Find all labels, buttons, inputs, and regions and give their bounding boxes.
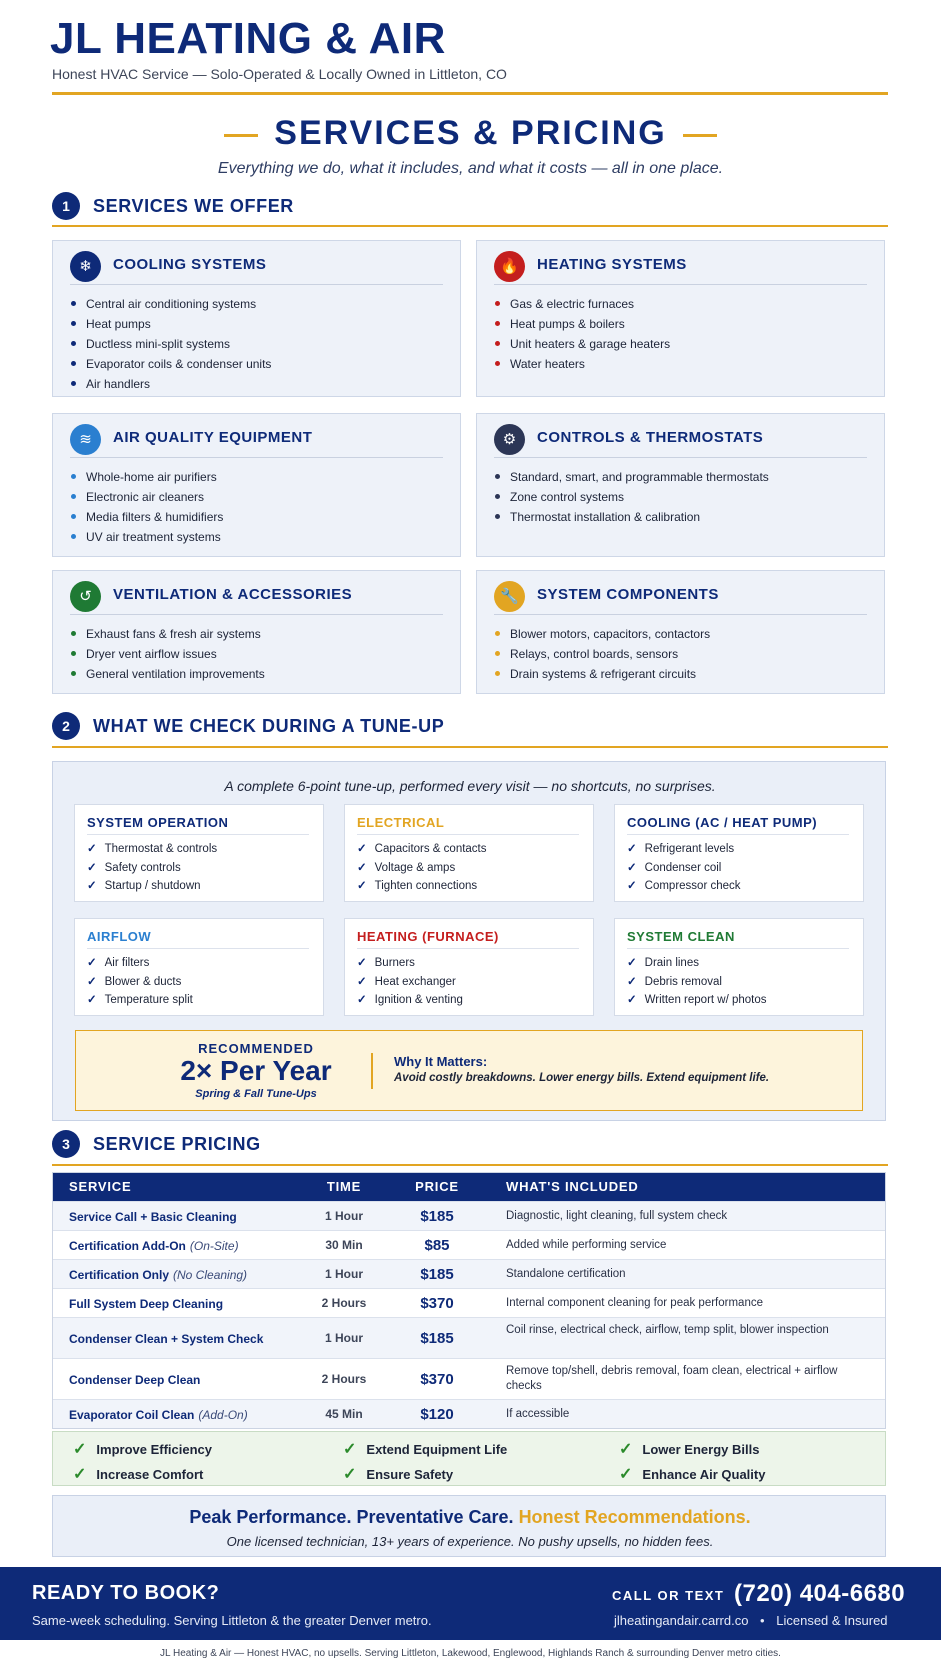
card-divider	[357, 834, 579, 835]
service-item-text: Heat pumps	[86, 317, 151, 331]
service-list-item	[495, 624, 710, 644]
column-header-included: WHAT'S INCLUDED	[506, 1179, 639, 1194]
time-cell: 1 Hour	[324, 1209, 363, 1223]
section-divider	[52, 746, 888, 748]
tuneup-card-title: HEATING (FURNACE)	[357, 929, 499, 944]
section-divider	[52, 1164, 888, 1166]
tuneup-card-title: COOLING (AC / HEAT PUMP)	[627, 815, 818, 830]
service-item-text: Blower motors, capacitors, contactors	[510, 627, 711, 641]
service-cell	[69, 1318, 263, 1360]
airflow-icon: ↺	[70, 581, 101, 612]
service-item-text: Drain systems & refrigerant circuits	[510, 667, 697, 681]
page-subtitle: Everything we do, what it includes, and what it costs — all in one place.	[217, 160, 724, 177]
tuneup-item-text: Heat exchanger	[374, 975, 456, 988]
checkmark-icon: ✓	[627, 957, 637, 969]
time-cell: 2 Hours	[321, 1296, 367, 1310]
service-list-item	[495, 664, 710, 684]
benefit-item	[343, 1439, 507, 1459]
service-card-title: AIR QUALITY EQUIPMENT	[113, 429, 313, 446]
service-list-item	[495, 487, 769, 507]
brand-tagline: Honest HVAC Service — Solo-Operated & Locally Owned in Littleton, CO	[52, 66, 507, 82]
included-cell: If accessible	[506, 1408, 570, 1420]
checkmark-icon: ✓	[87, 861, 97, 874]
tuneup-list-item	[357, 954, 463, 973]
service-item-text: UV air treatment systems	[86, 530, 221, 544]
tuneup-list	[627, 954, 767, 1010]
tuneup-list-item	[87, 954, 193, 973]
tuneup-item-text: Startup / shutdown	[104, 880, 201, 892]
tuneup-card-title: ELECTRICAL	[357, 815, 445, 830]
bullet-icon	[71, 341, 76, 346]
service-item-text: Exhaust fans & fresh air systems	[86, 627, 261, 641]
bullet-icon	[495, 651, 500, 656]
service-item-text: Thermostat installation & calibration	[510, 510, 701, 524]
service-card	[52, 240, 461, 397]
section-title: WHAT WE CHECK DURING A TUNE-UP	[93, 716, 445, 736]
service-cell	[69, 1359, 200, 1401]
service-cell	[69, 1289, 223, 1319]
ready-to-book-subtitle: Same-week scheduling. Serving Littleton & the greater Denver metro.	[32, 1613, 432, 1628]
tuneup-item-text: Debris removal	[644, 975, 722, 988]
service-card-title: HEATING SYSTEMS	[537, 256, 687, 273]
service-list-item	[495, 644, 710, 664]
service-item-text: Central air conditioning systems	[86, 297, 257, 311]
tuneup-list-item	[627, 973, 767, 992]
tuneup-panel	[52, 761, 886, 1121]
tuneup-list-item	[87, 973, 193, 992]
service-item-text: Dryer vent airflow issues	[86, 647, 217, 661]
why-it-matters-text: Avoid costly breakdowns. Lower energy bills. Extend equipment life.	[394, 1072, 770, 1084]
bullet-icon	[495, 474, 500, 479]
why-it-matters-title: Why It Matters:	[394, 1054, 488, 1069]
column-header-service: SERVICE	[69, 1179, 132, 1194]
checkmark-icon: ✓	[357, 880, 367, 892]
checkmark-icon: ✓	[87, 880, 97, 892]
benefit-text: Enhance Air Quality	[642, 1467, 766, 1482]
tuneup-item-text: Burners	[374, 957, 415, 969]
included-cell: Standalone certification	[506, 1268, 626, 1280]
service-card-title: CONTROLS & THERMOSTATS	[537, 429, 764, 446]
bullet-icon	[71, 361, 76, 366]
service-cell	[69, 1260, 247, 1290]
bullet-icon	[71, 651, 76, 656]
tuneup-item-text: Compressor check	[644, 880, 741, 892]
benefit-text: Extend Equipment Life	[366, 1442, 508, 1457]
tuneup-list-item	[627, 877, 741, 896]
service-list-item	[71, 374, 271, 394]
service-list-item	[495, 294, 670, 314]
tuneup-list-item	[87, 859, 217, 878]
table-row	[53, 1317, 885, 1358]
card-divider	[627, 948, 849, 949]
tuneup-item-text: Air filters	[104, 957, 150, 969]
time-cell: 1 Hour	[324, 1331, 363, 1345]
service-list-item	[71, 624, 265, 644]
tuneup-card	[74, 804, 324, 902]
checkmark-icon: ✓	[357, 994, 367, 1006]
gear-icon: ⚙	[494, 424, 525, 455]
service-list-item	[495, 334, 670, 354]
service-item-text: Heat pumps & boilers	[510, 317, 625, 331]
phone-number[interactable]: (720) 404-6680	[734, 1580, 906, 1607]
service-item-text: General ventilation improvements	[86, 667, 265, 681]
benefit-item	[619, 1464, 765, 1484]
service-name: Condenser Clean + System Check	[69, 1332, 264, 1346]
closing-subline: One licensed technician, 13+ years of experience. No pushy upsells, no hidden fees.	[226, 1534, 714, 1549]
tuneup-list	[87, 954, 193, 1010]
service-note: (On-Site)	[189, 1239, 239, 1253]
pricing-table-header	[53, 1173, 885, 1201]
checkmark-icon: ✓	[619, 1466, 633, 1483]
checkmark-icon: ✓	[73, 1441, 87, 1458]
recommended-label: RECOMMENDED	[198, 1041, 314, 1056]
service-list	[495, 294, 670, 374]
service-item-text: Whole-home air purifiers	[86, 470, 217, 484]
checkmark-icon: ✓	[343, 1441, 357, 1458]
checkmark-icon: ✓	[357, 957, 367, 969]
service-cell	[69, 1231, 239, 1261]
service-list-item	[71, 507, 223, 527]
service-card-title: VENTILATION & ACCESSORIES	[113, 586, 353, 603]
price-cell: $120	[420, 1406, 454, 1423]
footer-separator: •	[760, 1613, 765, 1628]
bullet-icon	[495, 671, 500, 676]
tuneup-list-item	[87, 840, 217, 859]
tuneup-card-title: SYSTEM CLEAN	[627, 929, 735, 944]
title-dash-left	[224, 134, 258, 137]
tuneup-card-title: AIRFLOW	[87, 929, 152, 944]
tuneup-item-text: Temperature split	[104, 994, 193, 1006]
tuneup-item-text: Drain lines	[644, 957, 699, 969]
service-item-text: Electronic air cleaners	[86, 490, 205, 504]
service-list	[495, 467, 769, 527]
benefit-item	[343, 1464, 453, 1484]
service-list-item	[71, 527, 223, 547]
checkmark-icon: ✓	[73, 1466, 87, 1483]
benefit-text: Ensure Safety	[366, 1467, 454, 1482]
card-divider	[627, 834, 849, 835]
included-cell: Coil rinse, electrical check, airflow, temp split, blower inspection	[506, 1324, 829, 1336]
service-cell	[69, 1202, 237, 1232]
section-tuneup-header	[52, 712, 888, 742]
service-card	[476, 570, 885, 694]
price-cell: $85	[424, 1237, 450, 1254]
service-item-text: Ductless mini-split systems	[86, 337, 231, 351]
service-name: Certification Add-On	[69, 1239, 186, 1253]
tuneup-card	[74, 918, 324, 1016]
table-row	[53, 1358, 885, 1399]
recommended-frequency: 2× Per Year	[180, 1055, 332, 1086]
time-cell: 45 Min	[325, 1407, 363, 1421]
tuneup-card	[344, 804, 594, 902]
price-cell: $185	[420, 1266, 454, 1283]
service-cell	[69, 1400, 248, 1430]
tuneup-card	[614, 804, 864, 902]
tuneup-item-text: Ignition & venting	[374, 994, 463, 1006]
bullet-icon	[495, 514, 500, 519]
tuneup-list-item	[357, 877, 487, 896]
checkmark-icon: ✓	[627, 880, 637, 892]
included-cell: Remove top/shell, debris removal, foam clean, electrical + airflow checks	[506, 1365, 838, 1392]
tuneup-list-item	[87, 877, 217, 896]
included-cell: Internal component cleaning for peak performance	[506, 1297, 763, 1309]
service-item-text: Gas & electric furnaces	[510, 297, 635, 311]
service-item-text: Zone control systems	[510, 490, 625, 504]
service-list	[71, 624, 265, 684]
tuneup-list-item	[87, 991, 193, 1010]
wrench-icon: 🔧	[494, 581, 525, 612]
checkmark-icon: ✓	[343, 1466, 357, 1483]
service-note: (No Cleaning)	[173, 1268, 248, 1282]
closing-panel	[52, 1495, 886, 1557]
header-divider	[52, 92, 888, 95]
tuneup-item-text: Capacitors & contacts	[374, 843, 487, 855]
tuneup-list	[357, 840, 487, 896]
card-divider	[70, 284, 443, 285]
tuneup-list	[357, 954, 463, 1010]
service-card-title: COOLING SYSTEMS	[113, 256, 267, 273]
bullet-icon	[495, 494, 500, 499]
section-title: SERVICES WE OFFER	[93, 196, 294, 216]
service-note: (Add-On)	[198, 1408, 248, 1422]
tuneup-item-text: Condenser coil	[644, 861, 722, 874]
service-item-text: Media filters & humidifiers	[86, 510, 224, 524]
service-list-item	[71, 354, 271, 374]
closing-headline-dot: .	[745, 1507, 751, 1527]
service-item-text: Relays, control boards, sensors	[510, 647, 679, 661]
service-name: Service Call + Basic Cleaning	[69, 1210, 237, 1224]
benefit-text: Lower Energy Bills	[642, 1442, 760, 1457]
footer-note: JL Heating & Air — Honest HVAC, no upsells. Serving Littleton, Lakewood, Englewood, Highlands Ranch & surrounding Denver metro cities.	[160, 1648, 781, 1659]
tuneup-card	[614, 918, 864, 1016]
bullet-icon	[71, 631, 76, 636]
service-list-item	[71, 664, 265, 684]
service-card	[476, 413, 885, 557]
table-row	[53, 1230, 885, 1259]
time-cell: 30 Min	[325, 1238, 363, 1252]
pricing-table	[52, 1172, 886, 1429]
closing-headline-main: Peak Performance. Preventative Care.	[189, 1507, 514, 1527]
service-name: Full System Deep Cleaning	[69, 1297, 224, 1311]
table-row	[53, 1288, 885, 1317]
tuneup-item-text: Written report w/ photos	[644, 994, 767, 1006]
section-number: 1	[52, 192, 80, 220]
section-divider	[52, 225, 888, 227]
bullet-icon	[71, 671, 76, 676]
service-list-item	[71, 314, 271, 334]
recommendation-box	[75, 1030, 863, 1111]
card-divider	[70, 614, 443, 615]
service-list-item	[71, 467, 223, 487]
service-list	[71, 294, 271, 394]
service-name: Certification Only	[69, 1268, 170, 1282]
tuneup-list-item	[627, 859, 741, 878]
benefit-item	[619, 1439, 759, 1459]
bullet-icon	[495, 341, 500, 346]
service-list	[71, 467, 223, 547]
tuneup-list-item	[627, 840, 741, 859]
card-divider	[494, 457, 867, 458]
checkmark-icon: ✓	[357, 843, 367, 855]
card-divider	[87, 948, 309, 949]
service-list-item	[495, 507, 769, 527]
checkmark-icon: ✓	[87, 843, 97, 855]
service-item-text: Evaporator coils & condenser units	[86, 357, 272, 371]
tuneup-card-title: SYSTEM OPERATION	[87, 815, 229, 830]
bullet-icon	[495, 631, 500, 636]
licensed-badge: Licensed & Insured	[776, 1613, 888, 1628]
booking-footer	[0, 1567, 941, 1640]
tuneup-list-item	[627, 954, 767, 973]
checkmark-icon: ✓	[627, 994, 637, 1006]
tuneup-list-item	[357, 973, 463, 992]
included-cell: Added while performing service	[506, 1239, 667, 1251]
air-filter-icon: ≋	[70, 424, 101, 455]
closing-headline-accent: Honest Recommendations	[518, 1507, 746, 1527]
benefit-text: Increase Comfort	[96, 1467, 204, 1482]
page-title-text: SERVICES & PRICING	[274, 114, 667, 152]
bullet-icon	[71, 494, 76, 499]
table-row	[53, 1201, 885, 1230]
tuneup-list-item	[357, 859, 487, 878]
card-divider	[494, 284, 867, 285]
service-name: Evaporator Coil Clean	[69, 1408, 195, 1422]
service-card	[52, 570, 461, 694]
service-item-text: Unit heaters & garage heaters	[510, 337, 671, 351]
recommended-note: Spring & Fall Tune-Ups	[195, 1088, 317, 1100]
tuneup-list-item	[627, 991, 767, 1010]
time-cell: 1 Hour	[324, 1267, 363, 1281]
bullet-icon	[495, 361, 500, 366]
bullet-icon	[495, 321, 500, 326]
service-list-item	[71, 334, 271, 354]
checkmark-icon: ✓	[87, 994, 97, 1006]
section-services-header	[52, 192, 888, 222]
bullet-icon	[71, 321, 76, 326]
checkmark-icon: ✓	[357, 975, 367, 988]
section-title: SERVICE PRICING	[93, 1134, 261, 1154]
price-cell: $370	[420, 1295, 454, 1312]
call-or-text-label: CALL OR TEXT	[612, 1588, 725, 1603]
tuneup-card	[344, 918, 594, 1016]
tuneup-list	[627, 840, 741, 896]
price-cell: $185	[420, 1208, 454, 1225]
service-item-text: Air handlers	[86, 377, 151, 391]
title-dash-right	[683, 134, 717, 137]
tuneup-list-item	[357, 840, 487, 859]
recommendation-divider	[371, 1053, 373, 1089]
section-number: 2	[52, 712, 80, 740]
tuneup-item-text: Thermostat & controls	[104, 843, 218, 855]
table-row	[53, 1259, 885, 1288]
closing-headline	[53, 1507, 887, 1528]
service-list	[495, 624, 710, 684]
tuneup-item-text: Refrigerant levels	[644, 843, 735, 855]
website-link[interactable]: jlheatingandair.carrd.co	[614, 1613, 749, 1628]
service-list-item	[71, 294, 271, 314]
bullet-icon	[71, 534, 76, 539]
service-list-item	[495, 354, 670, 374]
card-divider	[494, 614, 867, 615]
service-list-item	[71, 644, 265, 664]
column-header-time: TIME	[326, 1179, 362, 1194]
benefit-item	[73, 1464, 203, 1484]
service-list-item	[495, 314, 670, 334]
benefit-item	[73, 1439, 212, 1459]
section-number: 3	[52, 1130, 80, 1158]
tuneup-list	[87, 840, 217, 896]
brand-title: JL HEATING & AIR	[50, 14, 446, 63]
checkmark-icon: ✓	[357, 861, 367, 874]
service-card	[476, 240, 885, 397]
tuneup-intro: A complete 6-point tune-up, performed every visit — no shortcuts, no surprises.	[224, 778, 716, 794]
card-divider	[357, 948, 579, 949]
bullet-icon	[71, 301, 76, 306]
checkmark-icon: ✓	[627, 861, 637, 874]
service-list-item	[71, 487, 223, 507]
flame-icon: 🔥	[494, 251, 525, 282]
tuneup-item-text: Voltage & amps	[374, 861, 456, 874]
service-list-item	[495, 467, 769, 487]
service-item-text: Water heaters	[510, 357, 585, 371]
checkmark-icon: ✓	[627, 843, 637, 855]
ready-to-book-title: READY TO BOOK?	[32, 1582, 220, 1604]
table-row	[53, 1399, 885, 1428]
card-divider	[87, 834, 309, 835]
service-item-text: Standard, smart, and programmable thermostats	[510, 470, 769, 484]
benefits-panel	[52, 1431, 886, 1486]
column-header-price: PRICE	[415, 1179, 459, 1194]
checkmark-icon: ✓	[619, 1441, 633, 1458]
time-cell: 2 Hours	[321, 1372, 367, 1386]
tuneup-item-text: Safety controls	[104, 861, 181, 874]
service-card	[52, 413, 461, 557]
tuneup-item-text: Tighten connections	[374, 880, 478, 892]
tuneup-item-text: Blower & ducts	[104, 975, 182, 988]
price-cell: $185	[420, 1330, 454, 1347]
page-title	[0, 114, 941, 153]
footer-contact-line	[614, 1613, 888, 1628]
bullet-icon	[71, 474, 76, 479]
checkmark-icon: ✓	[87, 957, 97, 969]
tuneup-list-item	[357, 991, 463, 1010]
included-cell: Diagnostic, light cleaning, full system check	[506, 1210, 728, 1222]
checkmark-icon: ✓	[627, 975, 637, 988]
service-name: Condenser Deep Clean	[69, 1373, 201, 1387]
bullet-icon	[495, 301, 500, 306]
benefit-text: Improve Efficiency	[96, 1442, 213, 1457]
checkmark-icon: ✓	[87, 975, 97, 988]
bullet-icon	[71, 514, 76, 519]
price-cell: $370	[420, 1371, 454, 1388]
bullet-icon	[71, 381, 76, 386]
service-card-title: SYSTEM COMPONENTS	[537, 586, 719, 603]
section-pricing-header	[52, 1130, 888, 1160]
pricing-rows	[53, 1201, 885, 1428]
snowflake-icon: ❄	[70, 251, 101, 282]
card-divider	[70, 457, 443, 458]
